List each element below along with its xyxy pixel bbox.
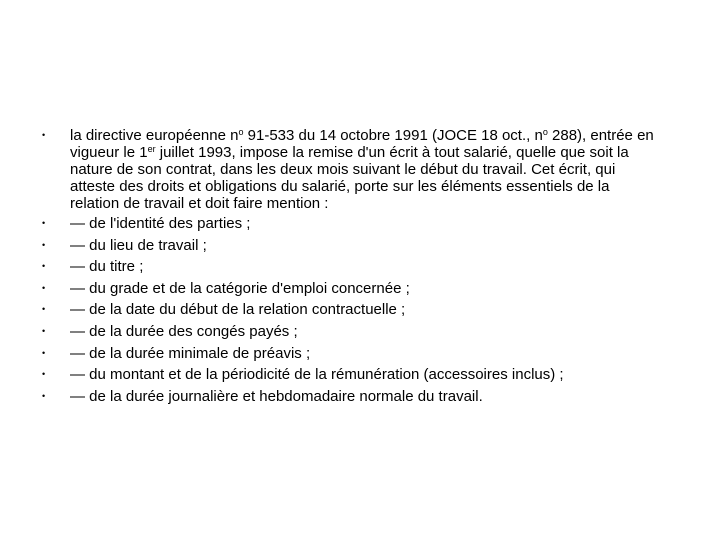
list-item xyxy=(42,388,662,405)
list-item-intro xyxy=(42,127,662,212)
list-item xyxy=(42,280,662,297)
list-item xyxy=(42,323,662,340)
list-item-text: — du grade et de la catégorie d'emploi concernée ; xyxy=(70,279,410,297)
bullet-icon: • xyxy=(42,325,46,336)
list-item xyxy=(42,237,662,254)
intro-text-3: 288), entrée en vigueur le 1 xyxy=(70,127,654,161)
list-item xyxy=(42,366,662,383)
intro-sup-2: o xyxy=(542,127,548,137)
intro-sup-1: o xyxy=(238,127,244,137)
intro-text-1: la directive européenne n xyxy=(70,127,239,144)
bullet-icon: • xyxy=(42,239,46,250)
list-item-text: — de l'identité des parties ; xyxy=(70,215,251,232)
bullet-icon: • xyxy=(42,130,46,140)
list-item-text: — de la durée des congés payés ; xyxy=(70,322,298,340)
intro-text-2: 91-533 du 14 octobre 1991 (JOCE 18 oct., n xyxy=(243,127,543,144)
list-item-text: — de la durée minimale de préavis ; xyxy=(70,344,311,362)
list-item-text: — du titre ; xyxy=(70,258,144,276)
bullet-list xyxy=(42,127,662,405)
list-item xyxy=(42,258,662,275)
bullet-icon: • xyxy=(42,369,46,380)
list-item-text: — de la durée journalière et hebdomadaire normale du travail. xyxy=(70,387,483,405)
list-item-text: — du lieu de travail ; xyxy=(70,236,207,254)
list-item xyxy=(42,345,662,362)
bullet-icon: • xyxy=(42,218,46,228)
bullet-icon: • xyxy=(42,261,46,272)
bullet-icon: • xyxy=(42,304,46,315)
bullet-icon: • xyxy=(42,347,46,358)
content-area xyxy=(42,127,662,409)
list-item xyxy=(42,215,662,232)
intro-sup-3: er xyxy=(147,144,156,154)
list-item xyxy=(42,301,662,318)
list-item-text: — du montant et de la périodicité de la rémunération (accessoires inclus) ; xyxy=(70,366,564,384)
bullet-icon: • xyxy=(42,282,46,293)
intro-text-4: juillet 1993, impose la remise d'un écrit à tout salarié, quelle que soit la nature de son contrat, dans les deux mois suivant le début du travail. Cet écrit, qui atteste des droits et obligations du salarié, porte sur les éléments essentiels de la relation de travail et doit faire mention : xyxy=(70,144,629,212)
bullet-icon: • xyxy=(42,390,46,401)
list-item-text: — de la date du début de la relation contractuelle ; xyxy=(70,301,406,319)
